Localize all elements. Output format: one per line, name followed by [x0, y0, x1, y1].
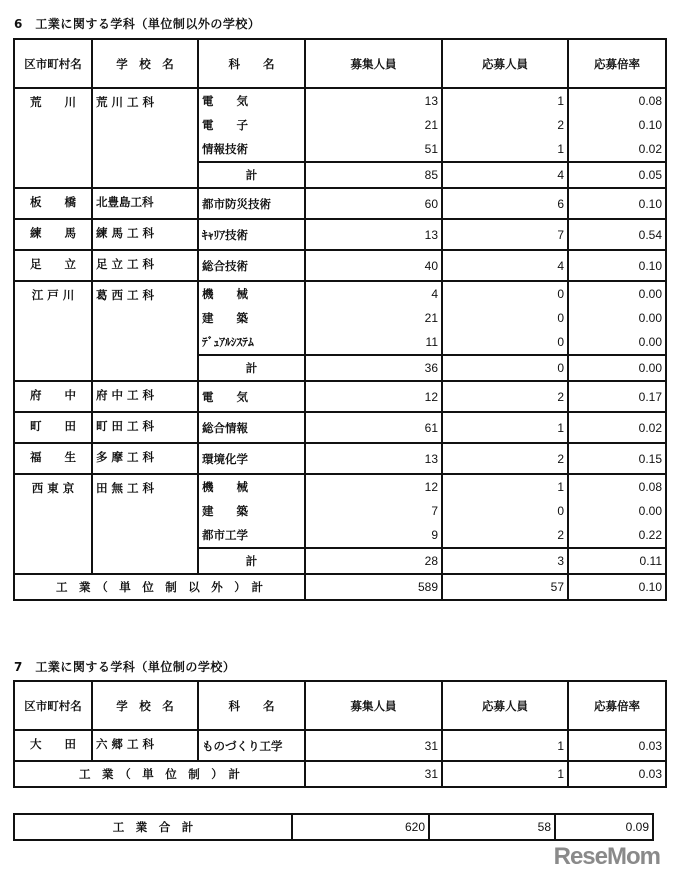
department-cell: 建 築 — [198, 499, 305, 523]
table-row — [14, 730, 666, 761]
header-applicants: 応募人員 — [442, 39, 568, 88]
table-row — [14, 88, 666, 113]
recruit-cell: 4 — [305, 281, 442, 306]
applicants-cell: 0 — [442, 281, 568, 306]
recruit-cell: 13 — [305, 443, 442, 474]
department-cell: 建 築 — [198, 306, 305, 330]
resemom-logo: ReseMom — [553, 843, 660, 870]
recruit-cell: 51 — [305, 137, 442, 162]
section-7-table — [13, 680, 667, 788]
department-cell: 機 械 — [198, 281, 305, 306]
applicants-cell: 6 — [442, 188, 568, 219]
ward-cell: 西 東 京 — [14, 474, 92, 574]
ward-cell: 江 戸 川 — [14, 281, 92, 381]
header-row — [14, 681, 666, 730]
table-row — [14, 219, 666, 250]
ratio-cell: 0.00 — [568, 306, 666, 330]
department-cell: ｷｬﾘｱ技術 — [198, 219, 305, 250]
recruit-cell: 21 — [305, 113, 442, 137]
applicants-cell: 1 — [442, 88, 568, 113]
section-6-title: 6 工業に関する学科（単位制以外の学校） — [14, 17, 261, 31]
school-cell: 六 郷 工 科 — [92, 730, 198, 761]
recruit-cell: 40 — [305, 250, 442, 281]
subtotal-applicants: 3 — [442, 548, 568, 574]
ward-cell: 足 立 — [14, 250, 92, 281]
subtotal-ratio: 0.11 — [568, 548, 666, 574]
total-ratio: 0.10 — [568, 574, 666, 600]
subtotal-ratio: 0.05 — [568, 162, 666, 188]
department-cell: 総合技術 — [198, 250, 305, 281]
ward-cell: 福 生 — [14, 443, 92, 474]
header-school: 学 校 名 — [92, 39, 198, 88]
ratio-cell: 0.03 — [568, 730, 666, 761]
recruit-cell: 9 — [305, 523, 442, 548]
ratio-cell: 0.08 — [568, 474, 666, 499]
ratio-cell: 0.10 — [568, 250, 666, 281]
applicants-cell: 0 — [442, 330, 568, 355]
department-cell: 都市工学 — [198, 523, 305, 548]
school-cell: 練 馬 工 科 — [92, 219, 198, 250]
school-cell: 葛 西 工 科 — [92, 281, 198, 381]
ratio-cell: 0.00 — [568, 281, 666, 306]
department-cell: ﾃﾞｭｱﾙｼｽﾃﾑ — [198, 330, 305, 355]
subtotal-recruit: 28 — [305, 548, 442, 574]
recruit-cell: 7 — [305, 499, 442, 523]
ward-cell: 荒 川 — [14, 88, 92, 188]
grand-total-table — [13, 813, 654, 841]
ward-cell: 町 田 — [14, 412, 92, 443]
table-row — [14, 474, 666, 499]
subtotal-applicants: 4 — [442, 162, 568, 188]
total-row — [14, 574, 666, 600]
total-label: 工 業 （ 単 位 制 以 外 ） 計 — [14, 574, 305, 600]
ratio-cell: 0.10 — [568, 188, 666, 219]
section-6-table — [13, 38, 667, 601]
department-cell: 総合情報 — [198, 412, 305, 443]
ratio-cell: 0.15 — [568, 443, 666, 474]
applicants-cell: 2 — [442, 523, 568, 548]
applicants-cell: 7 — [442, 219, 568, 250]
school-cell: 北豊島工科 — [92, 188, 198, 219]
ratio-cell: 0.54 — [568, 219, 666, 250]
ward-cell: 大 田 — [14, 730, 92, 761]
header-school: 学 校 名 — [92, 681, 198, 730]
recruit-cell: 12 — [305, 381, 442, 412]
total-applicants: 57 — [442, 574, 568, 600]
recruit-cell: 13 — [305, 88, 442, 113]
ratio-cell: 0.22 — [568, 523, 666, 548]
table-row — [14, 188, 666, 219]
subtotal-ratio: 0.00 — [568, 355, 666, 381]
grand-total-applicants: 58 — [429, 814, 555, 840]
applicants-cell: 1 — [442, 474, 568, 499]
subtotal-applicants: 0 — [442, 355, 568, 381]
recruit-cell: 31 — [305, 730, 442, 761]
header-recruit: 募集人員 — [305, 39, 442, 88]
ratio-cell: 0.10 — [568, 113, 666, 137]
total-row — [14, 761, 666, 787]
header-applicants: 応募人員 — [442, 681, 568, 730]
ward-cell: 府 中 — [14, 381, 92, 412]
applicants-cell: 2 — [442, 113, 568, 137]
school-cell: 足 立 工 科 — [92, 250, 198, 281]
ratio-cell: 0.02 — [568, 412, 666, 443]
total-label: 工 業 （ 単 位 制 ） 計 — [14, 761, 305, 787]
ratio-cell: 0.08 — [568, 88, 666, 113]
grand-total-row — [14, 814, 653, 840]
school-cell: 町 田 工 科 — [92, 412, 198, 443]
department-cell: 電 子 — [198, 113, 305, 137]
recruit-cell: 21 — [305, 306, 442, 330]
applicants-cell: 2 — [442, 443, 568, 474]
total-recruit: 589 — [305, 574, 442, 600]
recruit-cell: 13 — [305, 219, 442, 250]
subtotal-label: 計 — [198, 355, 305, 381]
recruit-cell: 12 — [305, 474, 442, 499]
table-row — [14, 412, 666, 443]
applicants-cell: 0 — [442, 499, 568, 523]
applicants-cell: 4 — [442, 250, 568, 281]
recruit-cell: 60 — [305, 188, 442, 219]
header-ratio: 応募倍率 — [568, 681, 666, 730]
applicants-cell: 2 — [442, 381, 568, 412]
table-row — [14, 381, 666, 412]
header-recruit: 募集人員 — [305, 681, 442, 730]
department-cell: 環境化学 — [198, 443, 305, 474]
recruit-cell: 11 — [305, 330, 442, 355]
ratio-cell: 0.17 — [568, 381, 666, 412]
table-row — [14, 443, 666, 474]
school-cell: 多 摩 工 科 — [92, 443, 198, 474]
section-7-title: 7 工業に関する学科（単位制の学校） — [14, 660, 236, 674]
total-recruit: 31 — [305, 761, 442, 787]
department-cell: 都市防災技術 — [198, 188, 305, 219]
grand-total-ratio: 0.09 — [555, 814, 653, 840]
applicants-cell: 1 — [442, 730, 568, 761]
total-ratio: 0.03 — [568, 761, 666, 787]
department-cell: 電 気 — [198, 88, 305, 113]
header-ward: 区市町村名 — [14, 681, 92, 730]
department-cell: 電 気 — [198, 381, 305, 412]
total-applicants: 1 — [442, 761, 568, 787]
subtotal-recruit: 36 — [305, 355, 442, 381]
recruit-cell: 61 — [305, 412, 442, 443]
ratio-cell: 0.00 — [568, 499, 666, 523]
school-cell: 田 無 工 科 — [92, 474, 198, 574]
header-row — [14, 39, 666, 88]
department-cell: 機 械 — [198, 474, 305, 499]
applicants-cell: 1 — [442, 412, 568, 443]
ward-cell: 板 橋 — [14, 188, 92, 219]
table-row — [14, 281, 666, 306]
applicants-cell: 0 — [442, 306, 568, 330]
subtotal-recruit: 85 — [305, 162, 442, 188]
department-cell: ものづくり工学 — [198, 730, 305, 761]
school-cell: 府 中 工 科 — [92, 381, 198, 412]
ratio-cell: 0.02 — [568, 137, 666, 162]
header-ratio: 応募倍率 — [568, 39, 666, 88]
school-cell: 荒 川 工 科 — [92, 88, 198, 188]
subtotal-label: 計 — [198, 162, 305, 188]
table-row — [14, 250, 666, 281]
applicants-cell: 1 — [442, 137, 568, 162]
ward-cell: 練 馬 — [14, 219, 92, 250]
ratio-cell: 0.00 — [568, 330, 666, 355]
header-department: 科 名 — [198, 39, 305, 88]
grand-total-recruit: 620 — [292, 814, 429, 840]
department-cell: 情報技術 — [198, 137, 305, 162]
header-ward: 区市町村名 — [14, 39, 92, 88]
grand-total-label: 工 業 合 計 — [14, 814, 292, 840]
subtotal-label: 計 — [198, 548, 305, 574]
header-department: 科 名 — [198, 681, 305, 730]
